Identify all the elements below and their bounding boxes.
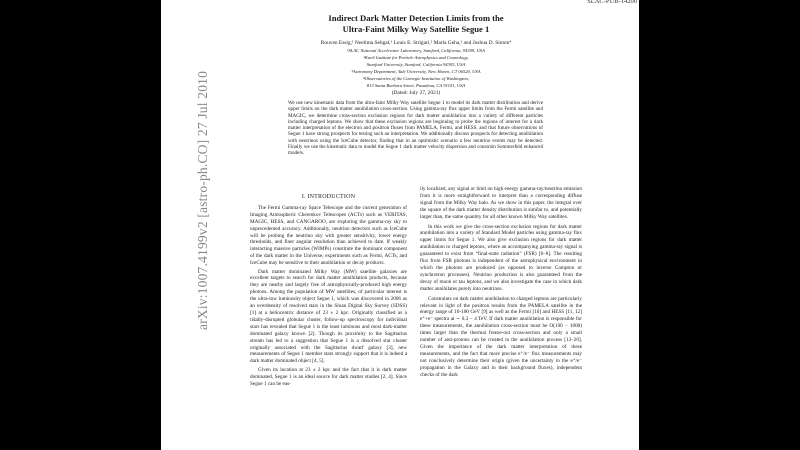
- paragraph: Dark matter dominated Milky Way (MW) satellite galaxies are excellent targets to search for dark matter annihilation products, because they are nearby and largely free of astrophysically-produced high energy photons. Among the population of MW satellites, of particular interest is the ultra-low luminosity object Segue 1, which was discovered in 2006 as an overdensity of resolved stars in the Sloan Digital Sky Survey (SDSS) [1] at a heliocentric distance of 23 ± 2 kpc. Originally classified as a tidally-disrupted globular cluster, follow-up spectroscopy for individual stars has revealed that Segue 1 is the least luminous and most dark-matter dominated galaxy known [2]. Though its proximity to the Sagittarius stream has led to a suggestion that Segue 1 is a dissolved star cluster originally associated with the Sagittarius dwarf galaxy [3], new measurements of Segue 1 member stars strongly support that it is indeed a dark matter dominated object [4, 5].: [250, 268, 407, 365]
- affiliation: ²Kavli Institute for Particle Astrophysics and Cosmology,: [363, 55, 469, 60]
- right-column: [420, 186, 582, 380]
- paragraph: Constraints on dark matter annihilation to charged leptons are particularly relevant in light of the positron results from the PAMELA satellite in the energy range of 10-100 GeV [9] as well as the Fermi [10] and HESS [11, 12] e⁺+e⁻ spectra at ∼ 0.3 − 4 TeV. If dark matter annihilation is responsible for these measurements, the annihilation cross-section must be O(100 − 1000) times larger than the thermal freeze-out cross-section and only a small number of anti-protons can be created in the annihilation process [13–20]. Given the importance of the dark matter interpretation of these measurements, and the fact that more precise e⁺/e⁻ flux measurements may not conclusively determine their origin (given the uncertainty in the e⁺/e⁻ propagation in the Galaxy and in their background fluxes), independent checks of the dark: [420, 295, 582, 378]
- arxiv-identifier: arXiv:1007.4199v2 [astro-ph.CO] 27 Jul 2010: [195, 70, 210, 330]
- affiliation: ⁴Observatories of the Carnegie Institution of Washington,: [363, 76, 469, 81]
- affiliation: ¹SLAC National Accelerator Laboratory, Stanford, California, 94309, USA: [347, 48, 485, 53]
- paragraph: In this work we give the cross-section exclusion regions for dark matter annihilation into a variety of Standard Model particles using gamma-ray flux upper limits for Segue 1. We also give exclusion regions for dark matter annihilation to charged leptons, where an accompanying gamma-ray signal is guaranteed to exist from “final-state radiation” (FSR) [6–8]. The resulting flux from FSR photons is independent of the astrophysical environment in which the photons are produced (as opposed to inverse Compton or synchrotron processes). Neutrino production is also guaranteed from the decay of muon or tau leptons, and we also investigate the case in which dark matter annihilates purely into neutrinos.: [420, 223, 582, 292]
- left-column: [250, 194, 407, 389]
- date-line: (Dated: July 27, 2021): [391, 90, 441, 96]
- affiliation: ³Astronomy Department, Yale University, New Haven, CT 06520, USA: [351, 69, 481, 74]
- paragraph: Given its location at 23 ± 2 kpc and the fact that it is dark matter dominated, Segue 1 is an ideal source for dark matter studies [2, 4]. Since Segue 1 can be eas-: [250, 366, 407, 387]
- paper-page: [161, 0, 639, 450]
- author-list: Rouven Essig,¹ Neelima Sehgal,¹ Louis E. Strigari,² Marla Geha,³ and Joshua D. Simon⁴: [320, 40, 512, 46]
- abstract: We use new kinematic data from the ultra-faint Milky Way satellite Segue 1 to model its dark matter distribution and derive upper limits on the dark matter annihilation cross-section. Using gamma-ray flux upper limits from the Fermi satellite and MAGIC, we determine cross-section exclusion regions for dark matter annihilation into a variety of different particles including charged leptons. We show that these exclusion regions are beginning to probe the regions of interest for a dark matter interpretation of the electron and positron fluxes from PAMELA, Fermi, and HESS, and that future observations of Segue 1 have strong prospects for testing such an interpretation. We additionally discuss prospects for detecting annihilation with neutrinos using the IceCube detector, finding that in an optimistic scenario a few neutrino events may be detected. Finally we use the kinematic data to model the Segue 1 dark matter velocity dispersion and constrain Sommerfeld enhanced models.: [288, 100, 543, 156]
- section-heading: I. INTRODUCTION: [301, 194, 356, 200]
- paragraph: ily localized, any signal or limit on high energy gamma-ray/neutrino emission from it is more straightforward to interpret than a corresponding diffuse signal from the Milky Way halo. As we show in this paper, the integral over the square of the dark matter density distribution is similar to, and potentially larger than, the same quantity for all other known Milky Way satellites.: [420, 186, 582, 220]
- affiliation: 813 Santa Barbara Street, Pasadena, CA 91101, USA: [366, 83, 466, 88]
- paragraph: The Fermi Gamma-ray Space Telescope and the current generation of Imaging Atmospheric Cherenkov Telescopes (ACTs) such as VERITAS, MAGIC, HESS, and CANGAROO, are exploring the gamma-ray sky to unprecedented accuracy. Additionally, neutrino detectors such as IceCube will be probing the neutrino sky with greater sensitivity, lower energy thresholds, and finer angular resolution than achieved to date. If weakly interacting massive particles (WIMPs) constitute the dominant component of the dark matter in the Universe, experiments such as Fermi, ACTs, and IceCube may be sensitive to their annihilation or decay products.: [250, 204, 407, 267]
- affiliation: Stanford University, Stanford, California 94305, USA: [366, 62, 466, 67]
- report-number: SLAC-PUB-14200: [587, 0, 637, 5]
- title-line-2: Ultra-Faint Milky Way Satellite Segue 1: [342, 24, 490, 34]
- title-line-1: Indirect Dark Matter Detection Limits from the: [328, 13, 504, 23]
